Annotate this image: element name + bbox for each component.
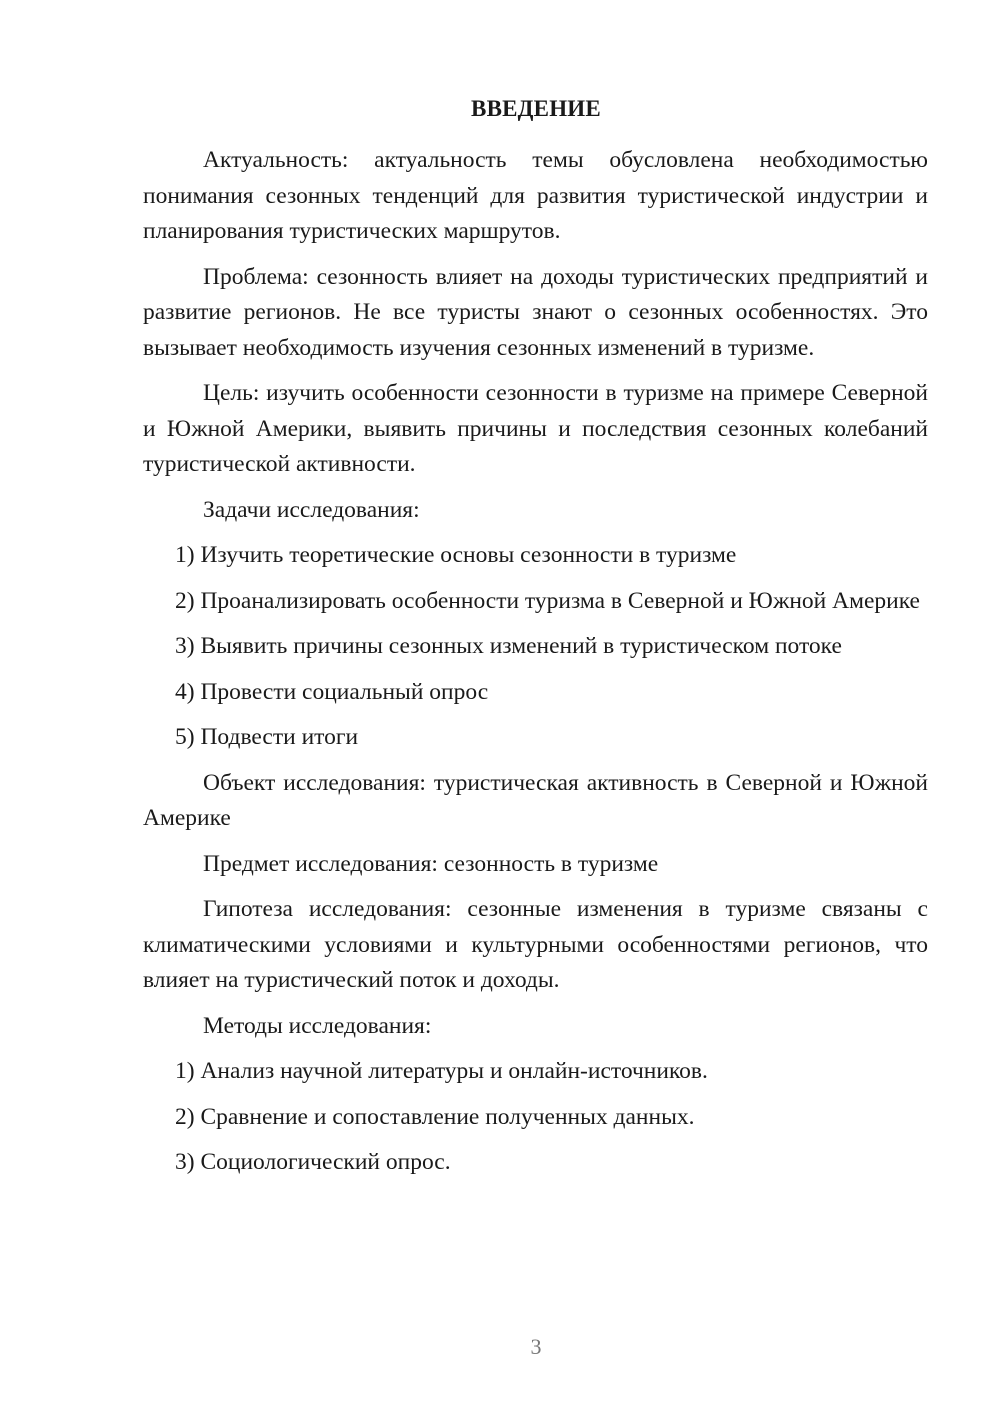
methods-title: Методы исследования: — [203, 1012, 432, 1039]
subject-paragraph: Предмет исследования: сезонность в туризме — [203, 850, 659, 877]
document-body — [143, 143, 928, 1191]
relevance-paragraph: Актуальность: актуальность темы обусловлена необходимостью понимания сезонных тенденций для развития туристической индустрии и планирования туристических маршрутов. — [143, 147, 928, 244]
goal-paragraph: Цель: изучить особенности сезонности в туризме на примере Северной и Южной Америки, выявить причины и последствия сезонных колебаний туристической активности. — [143, 380, 928, 477]
object-paragraph: Объект исследования: туристическая активность в Северной и Южной Америке — [143, 769, 928, 831]
task-item-1: 1) Изучить теоретические основы сезонности в туризме — [175, 542, 737, 568]
tasks-title: Задачи исследования: — [203, 496, 420, 523]
hypothesis-paragraph: Гипотеза исследования: сезонные изменения в туризме связаны с климатическими условиями и культурными особенностями регионов, что влияет на туристический поток и доходы. — [143, 896, 928, 993]
task-item-4: 4) Провести социальный опрос — [175, 678, 489, 705]
task-item-2: 2) Проанализировать особенности туризма в Северной и Южной Америке — [175, 587, 920, 614]
page-number: 3 — [530, 1334, 542, 1359]
task-item-5: 5) Подвести итоги — [175, 724, 359, 750]
method-item-1: 1) Анализ научной литературы и онлайн-источников. — [175, 1058, 708, 1084]
method-item-2: 2) Сравнение и сопоставление полученных данных. — [175, 1103, 695, 1130]
problem-paragraph: Проблема: сезонность влияет на доходы туристических предприятий и развитие регионов. Не все туристы знают о сезонных особенностях. Это вызывает необходимость изучения сезонных изменений в туризме. — [143, 263, 928, 361]
page-title: ВВЕДЕНИЕ — [471, 96, 601, 121]
method-item-3: 3) Социологический опрос. — [175, 1149, 451, 1175]
task-item-3: 3) Выявить причины сезонных изменений в туристическом потоке — [175, 633, 842, 659]
